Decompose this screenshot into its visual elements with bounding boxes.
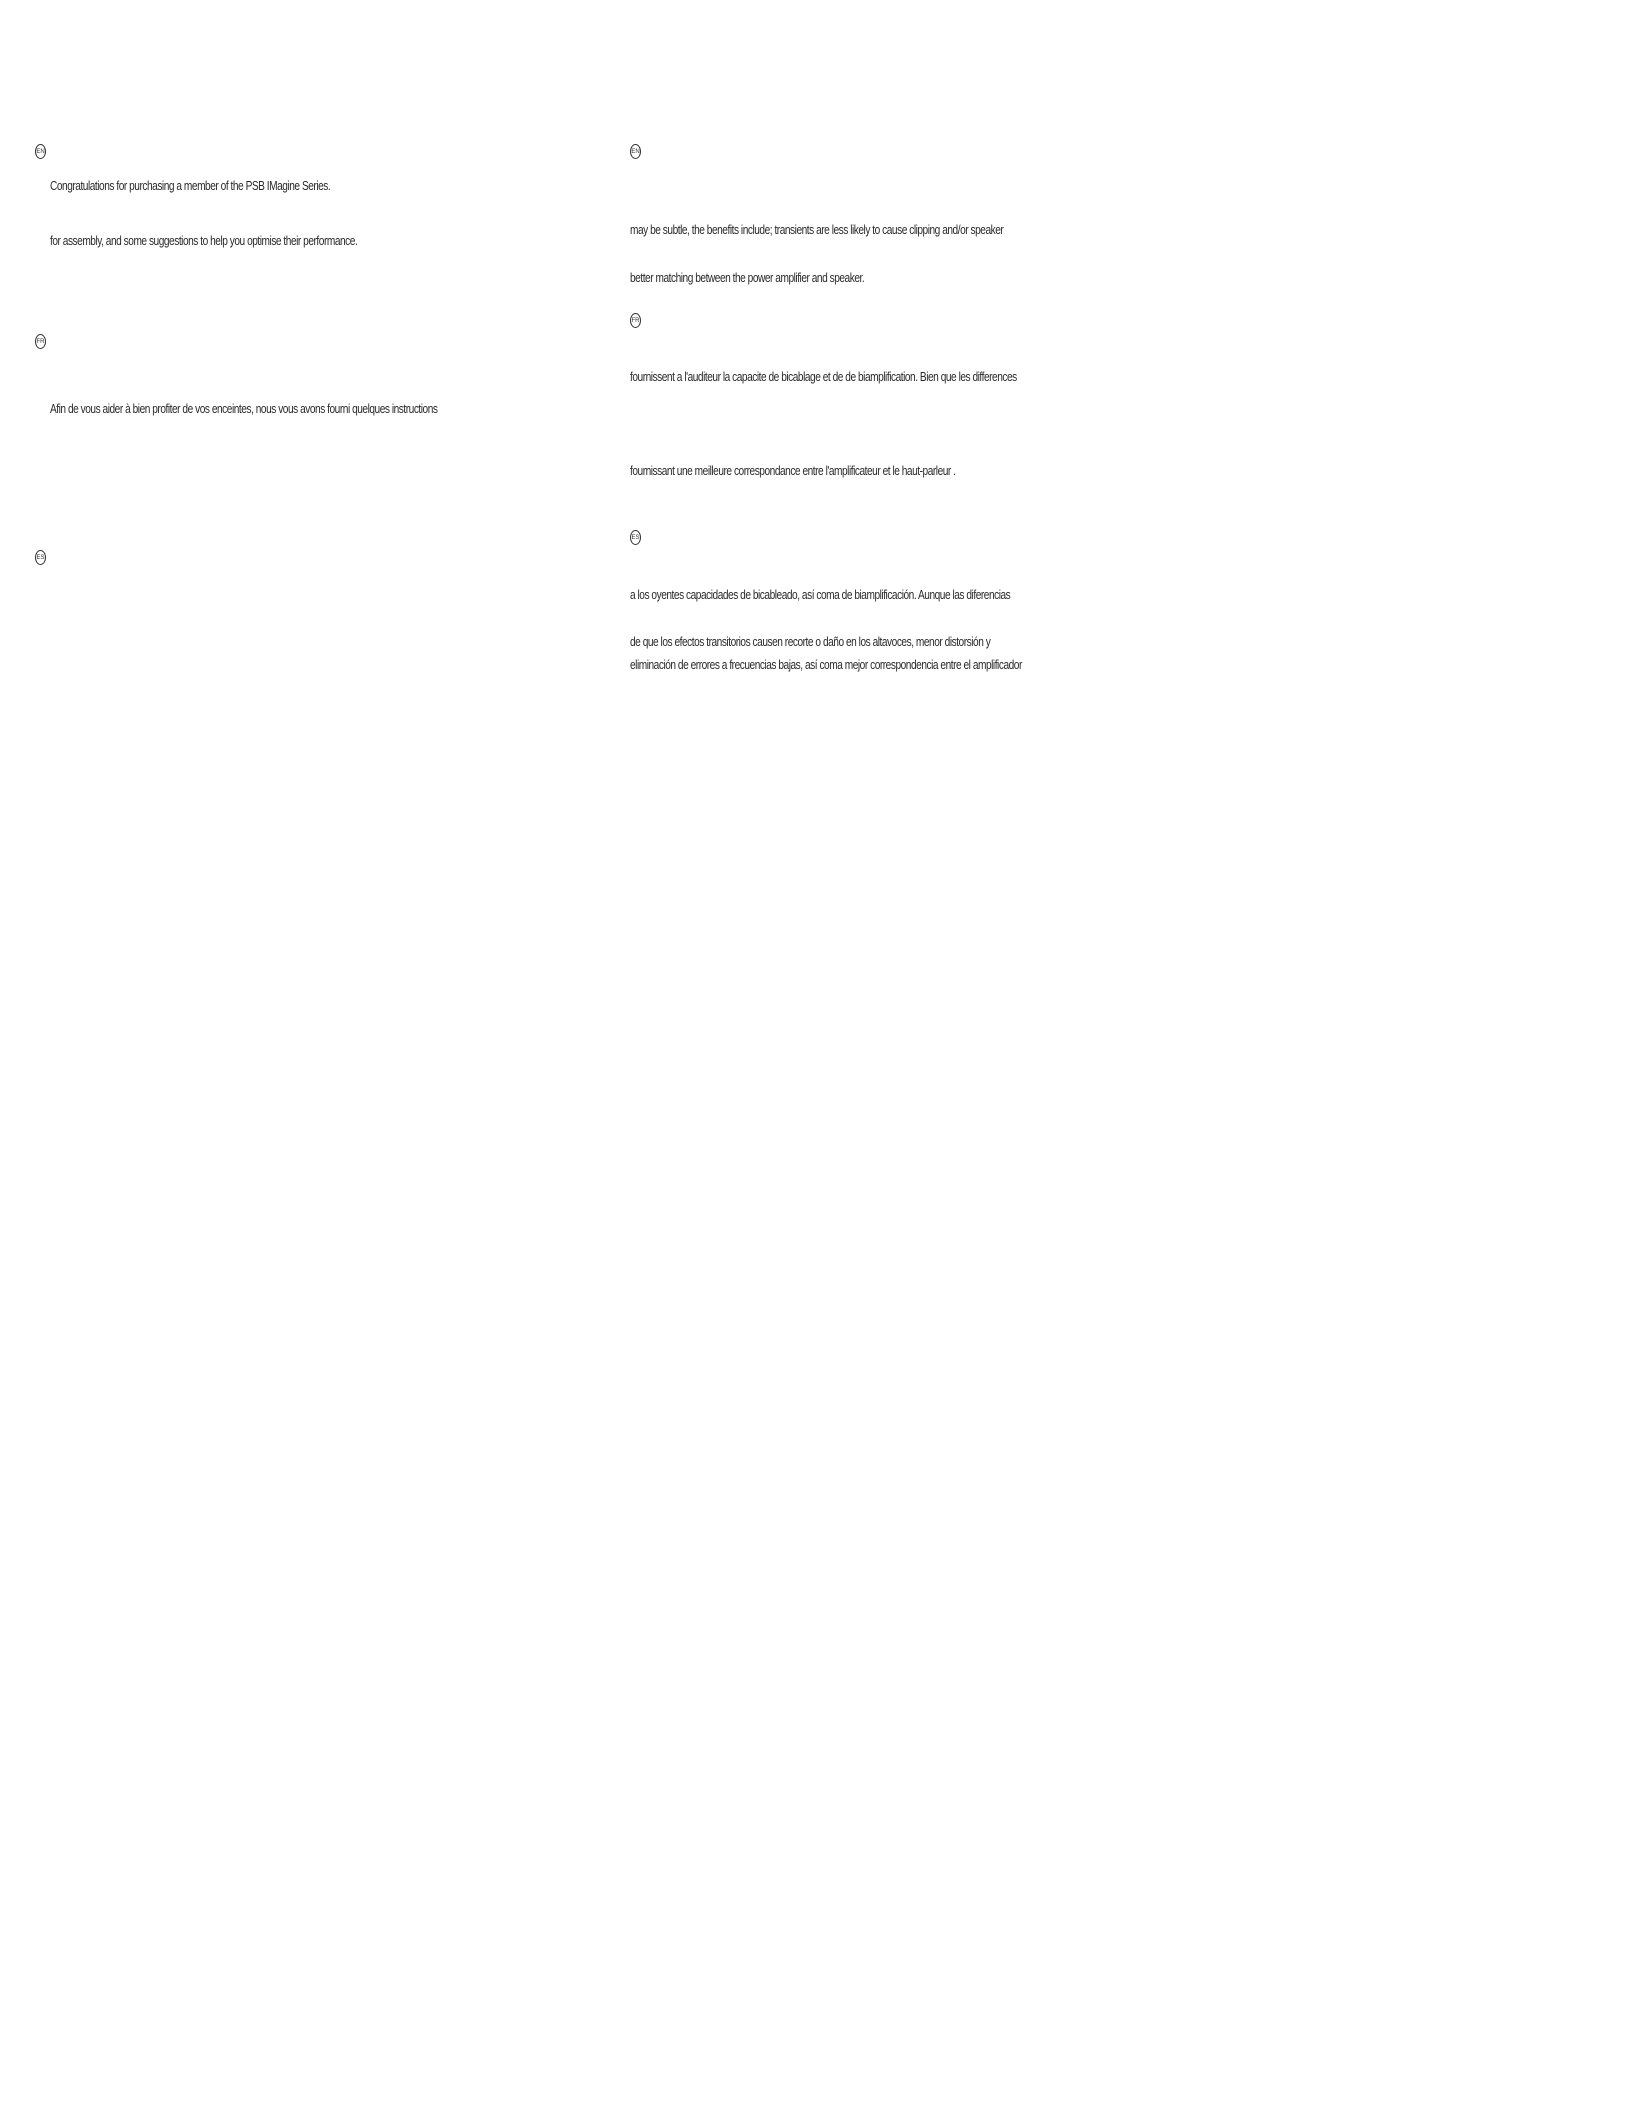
left-en-line-1: Congratulations for purchasing a member of the PSB IMagine Series.: [50, 178, 331, 193]
right-en-line-2: better matching between the power amplifier and speaker.: [630, 270, 865, 285]
right-fr-line-1: fournissent a l'auditeur la capacite de bicablage et de de biamplification. Bien que les differences: [630, 369, 1017, 384]
right-es-line-3: eliminación de errores a frecuencias bajas, así coma mejor correspondencia entre el amplificador: [630, 657, 1022, 672]
spanish-language-badge: ES: [35, 550, 46, 565]
right-en-line-1: may be subtle, the benefits include; transients are less likely to cause clipping and/or speaker: [630, 222, 1004, 237]
right-es-line-2: de que los efectos transitorios causen recorte o daño en los altavoces, menor distorsión y: [630, 634, 991, 649]
left-fr-line-1: Afin de vous aider à bien profiter de vos enceintes, nous vous avons fourni quelques instructions: [50, 401, 438, 416]
english-language-badge: EN: [630, 144, 641, 159]
french-language-badge: FR: [630, 313, 641, 328]
right-es-line-1: a los oyentes capacidades de bicableado, así coma de biamplificación. Aunque las diferencias: [630, 587, 1011, 602]
french-language-badge: FR: [35, 334, 46, 349]
english-language-badge: EN: [35, 144, 46, 159]
left-en-line-2: for assembly, and some suggestions to help you optimise their performance.: [50, 233, 358, 248]
right-fr-line-2: fournissant une meilleure correspondance entre l'amplificateur et le haut-parleur .: [630, 463, 956, 478]
spanish-language-badge: ES: [630, 530, 641, 545]
